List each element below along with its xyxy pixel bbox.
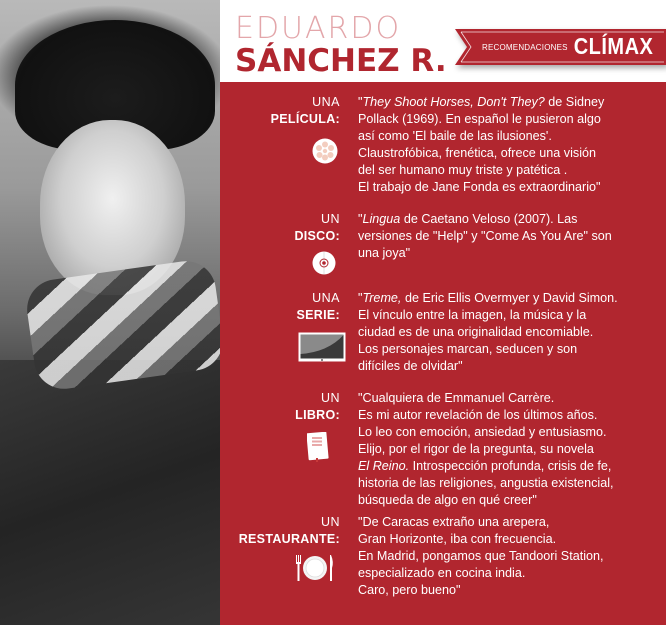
cd-disc-icon <box>312 251 336 280</box>
section-quote <box>358 390 663 509</box>
section-quote: "They Shoot Horses, Don't They? de Sidney Pollack (1969). En español le pusieron algo así como 'El baile de las ilusiones'. Claustrofóbica, frenética, ofrece una visión del ser humano muy triste y patética . El trabajo de Jane Fonda es extraordinario" <box>358 95 605 194</box>
quote-line: difíciles de olvidar" <box>358 359 463 373</box>
quote-line: de Eric Ellis Overmyer y David Simon. <box>404 291 618 305</box>
recomendaciones-climax-banner <box>455 29 666 65</box>
label-article: UN <box>320 212 340 226</box>
banner-label: RECOMENDACIONES <box>482 42 568 52</box>
last-name: SÁNCHEZ R. <box>235 43 447 79</box>
book-icon <box>307 432 329 467</box>
label-category: LIBRO: <box>295 408 340 422</box>
quote-line: Lo leo con emoción, ansiedad y entusiasmo. <box>358 425 607 439</box>
label-category: DISCO: <box>294 229 340 243</box>
quote-title: Treme, <box>362 291 402 305</box>
section-quote: "Treme, de Eric Ellis Overmyer y David Simon. El vínculo entre la imagen, la música y la ciudad es de una originalidad encomiable. Los personajes marcan, seducen y son difíciles de olvidar" <box>358 291 618 373</box>
quote-line: En Madrid, pongamos que Tandoori Station, <box>358 549 604 563</box>
section-pelicula <box>220 94 666 204</box>
quote-line: Caro, pero bueno" <box>358 583 461 597</box>
quote-line: búsqueda de algo en qué creer" <box>358 493 537 507</box>
quote-title: El Reino. <box>358 459 410 473</box>
quote-line: Claustrofóbica, frenética, ofrece una visión <box>358 146 597 160</box>
quote-line: Introspección profunda, crisis de fe, <box>412 459 612 473</box>
label-article: UNA <box>312 95 340 109</box>
section-serie <box>220 290 666 382</box>
quote-line: versiones de "Help" y "Come As You Are" son <box>358 229 612 243</box>
quote-line: El trabajo de Jane Fonda es extraordinario" <box>358 180 601 194</box>
quote-line: especializado en cocina india. <box>358 566 526 580</box>
recommendations-panel <box>220 82 666 625</box>
label-article: UNA <box>312 291 340 305</box>
person-name <box>235 11 447 79</box>
section-quote <box>358 514 663 599</box>
label-category: RESTAURANTE: <box>238 532 340 546</box>
photo-jacket-shape <box>0 360 220 625</box>
quote-line: El vínculo entre la imagen, la música y la <box>358 308 587 322</box>
label-article: UN <box>320 391 340 405</box>
label-category: PELÍCULA: <box>270 112 340 126</box>
film-reel-icon <box>312 138 338 169</box>
quote-line: Gran Horizonte, iba con frecuencia. <box>358 532 557 546</box>
section-label <box>220 514 340 548</box>
quote-line: Pollack (1969). En español le pusieron algo <box>358 112 601 126</box>
quote-line: Elijo, por el rigor de la pregunta, su novela <box>358 442 594 456</box>
section-label <box>220 290 340 324</box>
quote-line: ciudad es de una originalidad encomiable. <box>358 325 594 339</box>
portrait-photo <box>0 0 220 625</box>
quote-title: They Shoot Horses, Don't They? <box>362 95 545 109</box>
label-article: UN <box>320 515 340 529</box>
quote-title: Lingua <box>362 212 401 226</box>
section-restaurante <box>220 514 666 614</box>
quote-line: del ser humano muy triste y patética . <box>358 163 568 177</box>
quote-line: una joya" <box>358 246 411 260</box>
tv-screen-icon <box>298 332 346 367</box>
quote-line: de Sidney <box>548 95 605 109</box>
label-category: SERIE: <box>296 308 340 322</box>
section-quote: "Lingua de Caetano Veloso (2007). Las versiones de "Help" y "Come As You Are" son una joya" <box>358 212 612 260</box>
section-label <box>220 94 340 128</box>
quote-line: "Cualquiera de Emmanuel Carrère. <box>358 391 555 405</box>
section-disco <box>220 211 666 281</box>
quote-line: historia de las religiones, angustia existencial, <box>358 476 614 490</box>
quote-line: Es mi autor revelación de los últimos años. <box>358 408 598 422</box>
brand-logo-text: CLÍMAX <box>573 33 654 60</box>
quote-line: "De Caracas extraño una arepera, <box>358 515 550 529</box>
section-label <box>220 211 340 245</box>
section-libro <box>220 390 666 515</box>
plate-cutlery-icon <box>293 554 337 587</box>
section-label <box>220 390 340 424</box>
quote-line: de Caetano Veloso (2007). Las <box>403 212 578 226</box>
quote-line: así como 'El baile de las ilusiones'. <box>358 129 552 143</box>
first-name: EDUARDO <box>235 11 402 46</box>
quote-line: Los personajes marcan, seducen y son <box>358 342 578 356</box>
